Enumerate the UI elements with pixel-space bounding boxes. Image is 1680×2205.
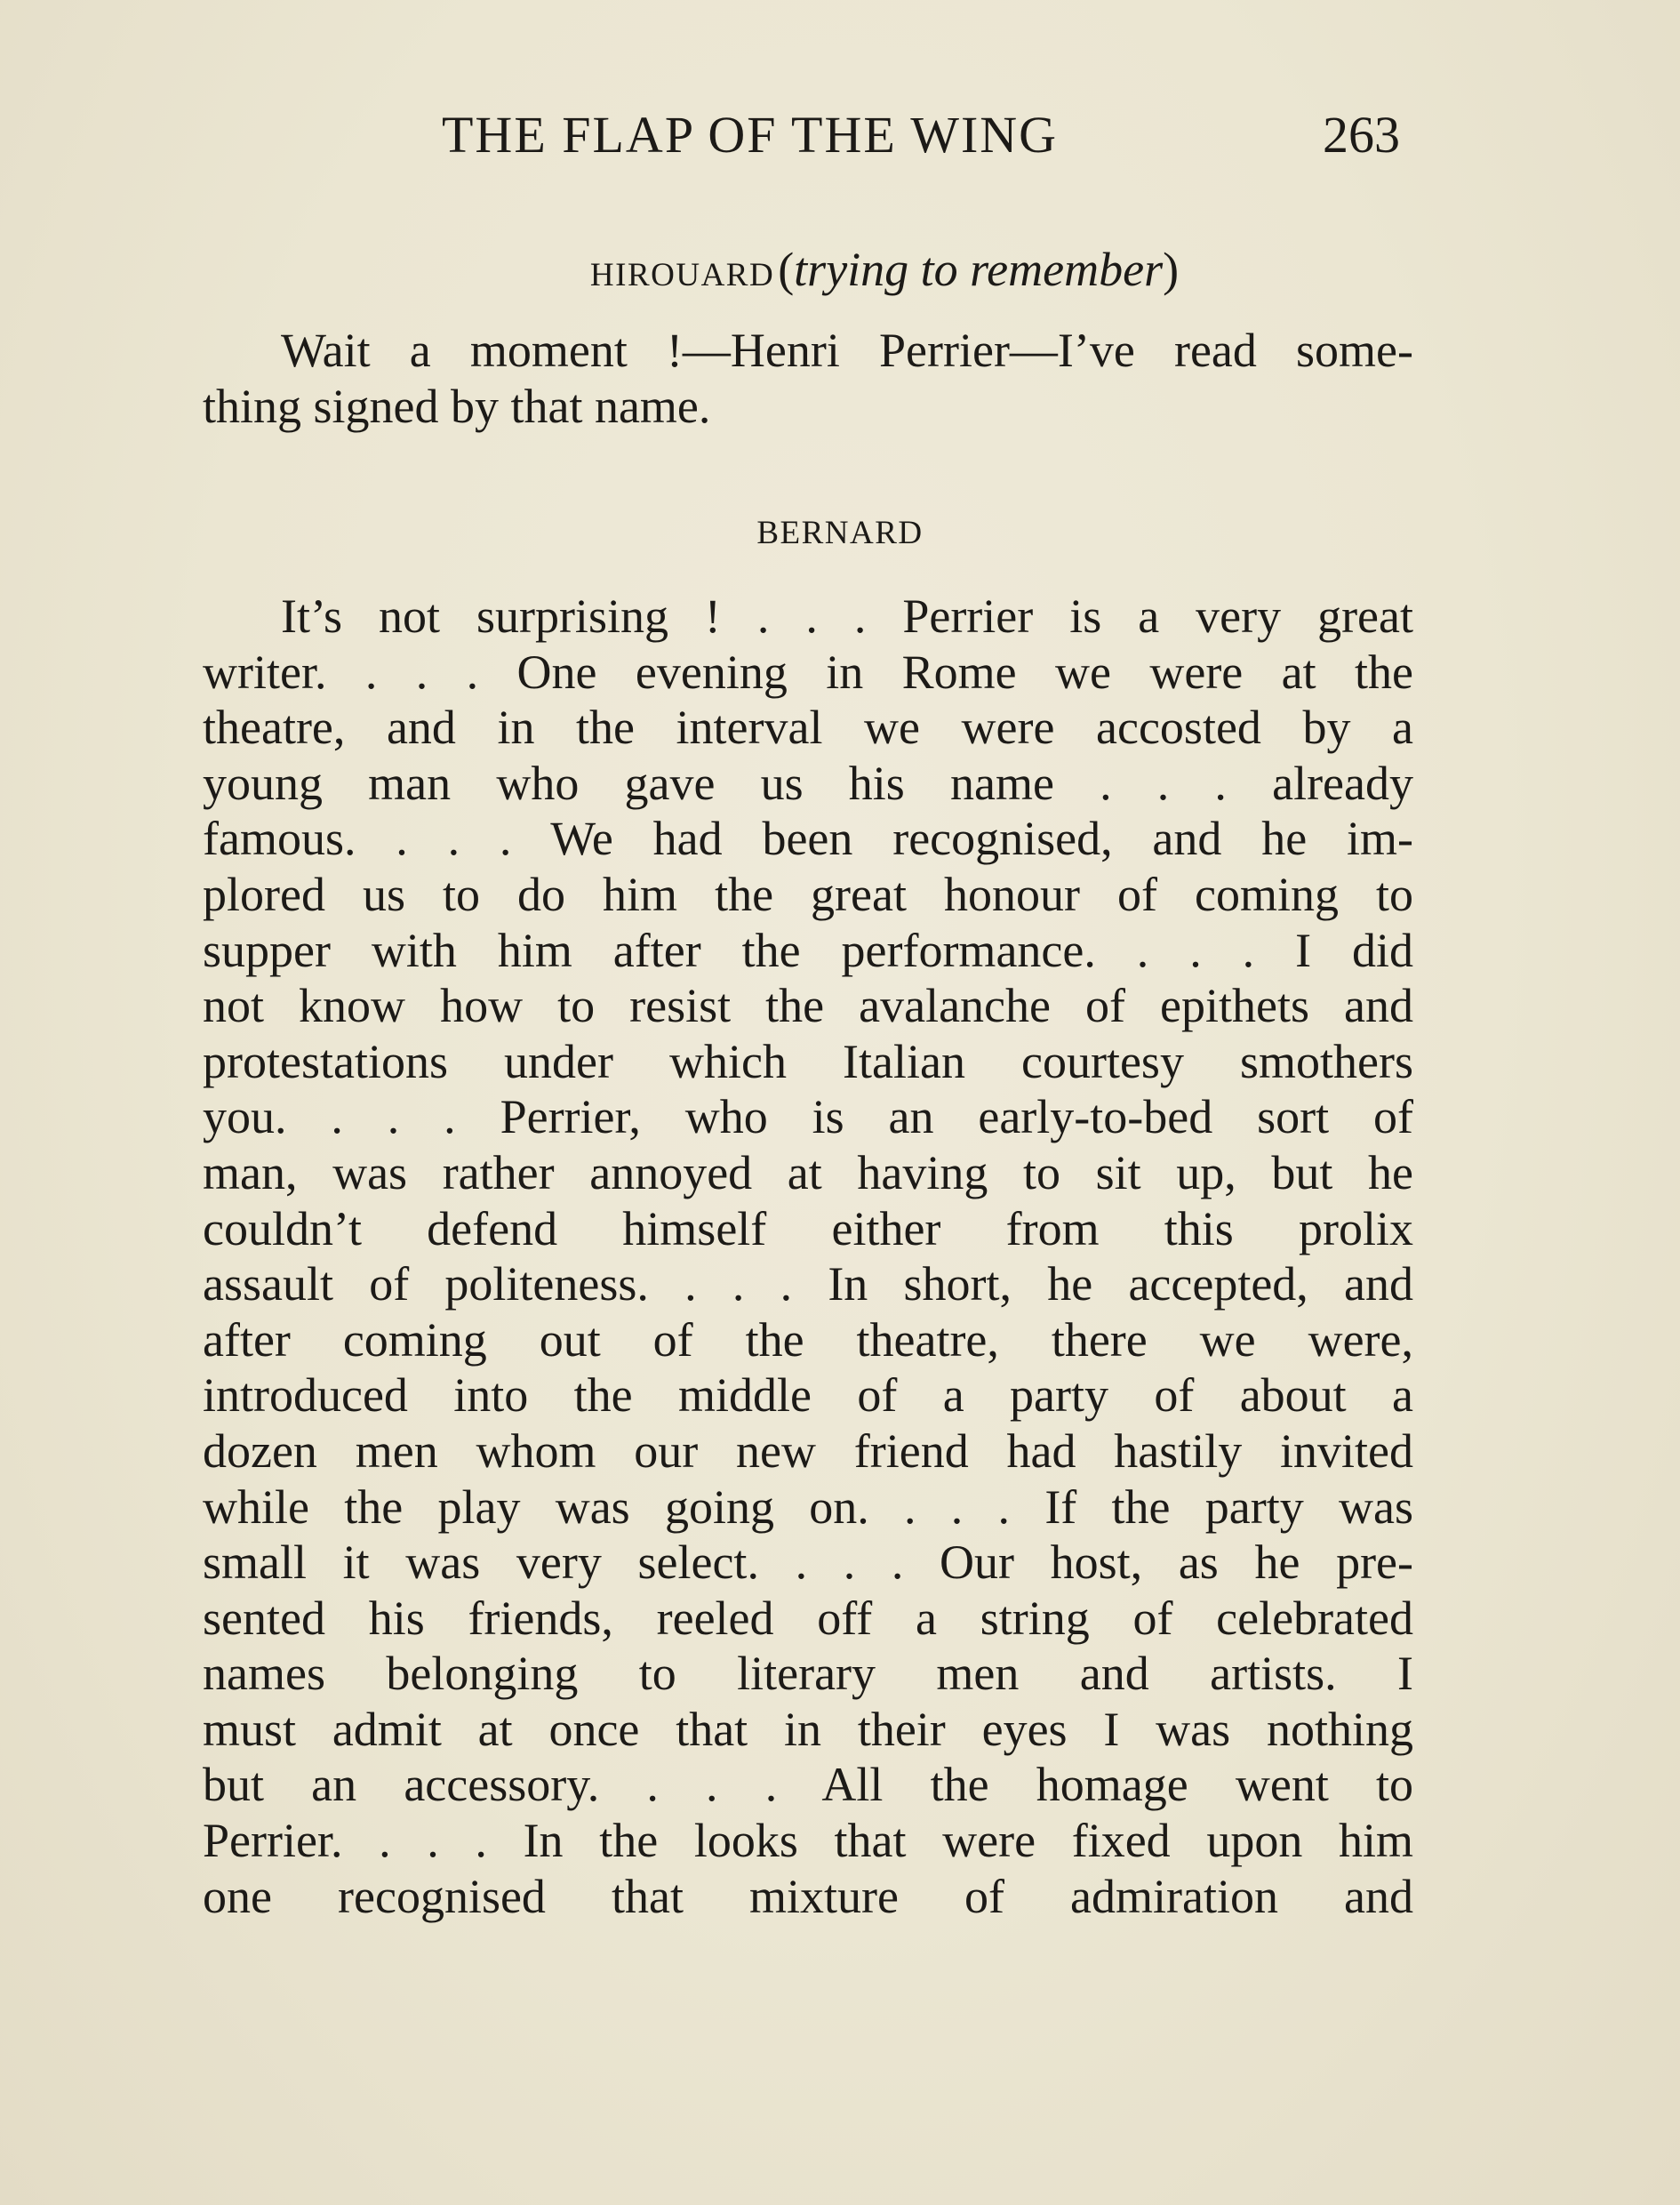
speaker-heading-bernard (0, 514, 1680, 552)
speech-line: theatre, and in the interval we were accosted by a (203, 701, 1413, 755)
speech-line: protestations under which Italian courtesy smothers (203, 1034, 1413, 1088)
speech-line: couldn’t defend himself either from this prolix (203, 1201, 1413, 1255)
speech-bernard (203, 589, 1413, 1924)
speech-line: young man who gave us his name . . . already (203, 756, 1413, 810)
close-parenthesis: ) (1163, 243, 1180, 296)
running-head (0, 105, 1680, 176)
speech-line: famous. . . . We had been recognised, and he im- (203, 812, 1413, 866)
speaker-name: BERNARD (756, 515, 924, 551)
speech-line: after coming out of the theatre, there we were, (203, 1312, 1413, 1367)
speaker-heading-hirouard (44, 242, 1680, 297)
page-number: 263 (1323, 106, 1400, 164)
speech-line: It’s not surprising ! . . . Perrier is a very great (281, 589, 1413, 643)
open-parenthesis: ( (778, 243, 795, 296)
speech-line: assault of politeness. . . . In short, he accepted, and (203, 1257, 1413, 1311)
speech-line: introduced into the middle of a party of about a (203, 1368, 1413, 1423)
speech-line: sented his friends, reeled off a string of celebrated (203, 1591, 1413, 1645)
speech-line: while the play was going on. . . . If the party was (203, 1479, 1413, 1534)
speech-hirouard (203, 323, 1413, 434)
speech-line: writer. . . . One evening in Rome we were at the (203, 645, 1413, 699)
speech-line: thing signed by that name. (203, 379, 711, 433)
speech-line: Wait a moment !—Henri Perrier—I’ve read some- (281, 324, 1413, 377)
speech-line: plored us to do him the great honour of coming to (203, 867, 1413, 921)
speech-line: dozen men whom our new friend had hastily invited (203, 1423, 1413, 1478)
speech-line: must admit at once that in their eyes I was nothing (203, 1702, 1413, 1756)
speech-line: not know how to resist the avalanche of epithets and (203, 979, 1413, 1033)
running-title: THE FLAP OF THE WING (442, 106, 1059, 164)
speaker-name: HIROUARD (589, 257, 775, 293)
speech-line: Perrier. . . . In the looks that were fixed upon him (203, 1814, 1413, 1868)
speech-line: you. . . . Perrier, who is an early-to-bed sort of (203, 1090, 1413, 1144)
speech-line: man, was rather annoyed at having to sit up, but he (203, 1145, 1413, 1199)
speech-line: supper with him after the performance. . . . I did (203, 923, 1413, 977)
speech-line: small it was very select. . . . Our host, as he pre- (203, 1535, 1413, 1590)
speech-line: names belonging to literary men and artists. I (203, 1647, 1413, 1701)
speech-line: but an accessory. . . . All the homage went to (203, 1758, 1413, 1812)
stage-direction: trying to remember (794, 243, 1164, 296)
speech-line: one recognised that mixture of admiration and (203, 1869, 1413, 1923)
